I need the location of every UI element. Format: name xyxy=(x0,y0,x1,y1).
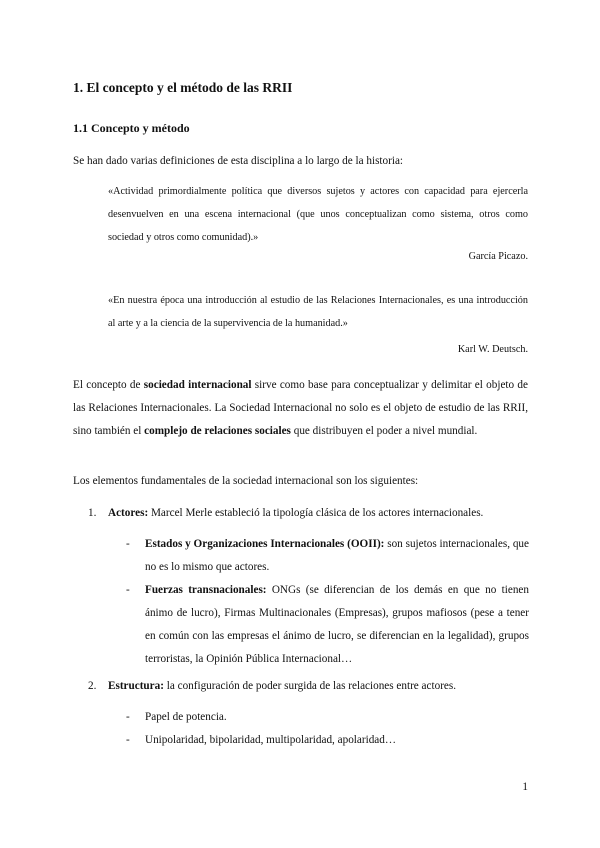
term-sociedad-internacional: sociedad internacional xyxy=(143,379,252,391)
list-number: 1. xyxy=(88,507,97,519)
body-paragraph-sociedad-internacional xyxy=(73,374,528,443)
list-item-text: la configuración de poder surgida de las relaciones entre actores. xyxy=(163,680,457,692)
sub-item-polaridad: Unipolaridad, bipolaridad, multipolaridad, apolaridad… xyxy=(145,734,397,746)
list-number: 2. xyxy=(88,680,97,692)
sub-item-estados xyxy=(145,533,529,579)
list-item-label: Actores: xyxy=(108,507,149,519)
list-item-estructura xyxy=(108,680,456,692)
quote-deutsch: «En nuestra época una introducción al estudio de las Relaciones Internacionales, es una introducción al arte y a la ciencia de la supervivencia de la humanidad.» xyxy=(108,295,528,329)
subsection-heading: 1.1 Concepto y método xyxy=(73,121,190,135)
body-text: sirve como base para conceptualizar y delimitar el objeto de las Relaciones Internacionales. La Sociedad Internacional no solo es el objeto de estudio de las RRII, sino también el xyxy=(73,379,528,437)
sub-item-label: Fuerzas transnacionales: xyxy=(145,584,267,596)
sub-item-text: ONGs (se diferencian de los demás en que no tienen ánimo de lucro), Firmas Multinacionales (Empresas), grupos mafiosos (pese a tener en común con las empresas el ánimo de lucro, se diferencian en la legalidad), grupos terroristas, la Opinión Pública Internacional… xyxy=(145,584,529,665)
elements-intro: Los elementos fundamentales de la sociedad internacional son los siguientes: xyxy=(73,475,419,487)
list-item-label: Estructura: xyxy=(108,680,164,692)
list-item-text: Marcel Merle estableció la tipología clásica de los actores internacionales. xyxy=(148,507,484,519)
sub-item-potencia: Papel de potencia. xyxy=(145,711,227,723)
quote-garcia-picazo: «Actividad primordialmente política que diversos sujetos y actores con capacidad para ejercerla desenvuelven en una escena internacional (que unos conceptualizan como sistema, otros como sociedad y otros como comunidad).» xyxy=(108,186,528,243)
sub-bullet-dash: - xyxy=(126,711,130,723)
intro-paragraph: Se han dado varias definiciones de esta disciplina a lo largo de la historia: xyxy=(73,155,404,167)
sub-item-text: son sujetos internacionales, que no es lo mismo que actores. xyxy=(145,538,529,573)
term-complejo-relaciones: complejo de relaciones sociales xyxy=(144,425,291,437)
sub-item-fuerzas xyxy=(145,579,529,671)
body-text: El concepto de xyxy=(73,379,144,391)
sub-bullet-dash: - xyxy=(126,734,130,746)
sub-bullet-dash: - xyxy=(126,584,130,596)
body-text: que distribuyen el poder a nivel mundial. xyxy=(290,425,478,437)
sub-item-label: Estados y Organizaciones Internacionales (OOII): xyxy=(145,538,385,550)
quote-author-deutsch: Karl W. Deutsch. xyxy=(457,344,528,355)
page-number: 1 xyxy=(522,781,528,793)
quote-author-garcia-picazo: García Picazo. xyxy=(468,251,528,262)
sub-bullet-dash: - xyxy=(126,538,130,550)
list-item-actores xyxy=(108,507,483,519)
section-heading: 1. El concepto y el método de las RRII xyxy=(73,80,293,95)
